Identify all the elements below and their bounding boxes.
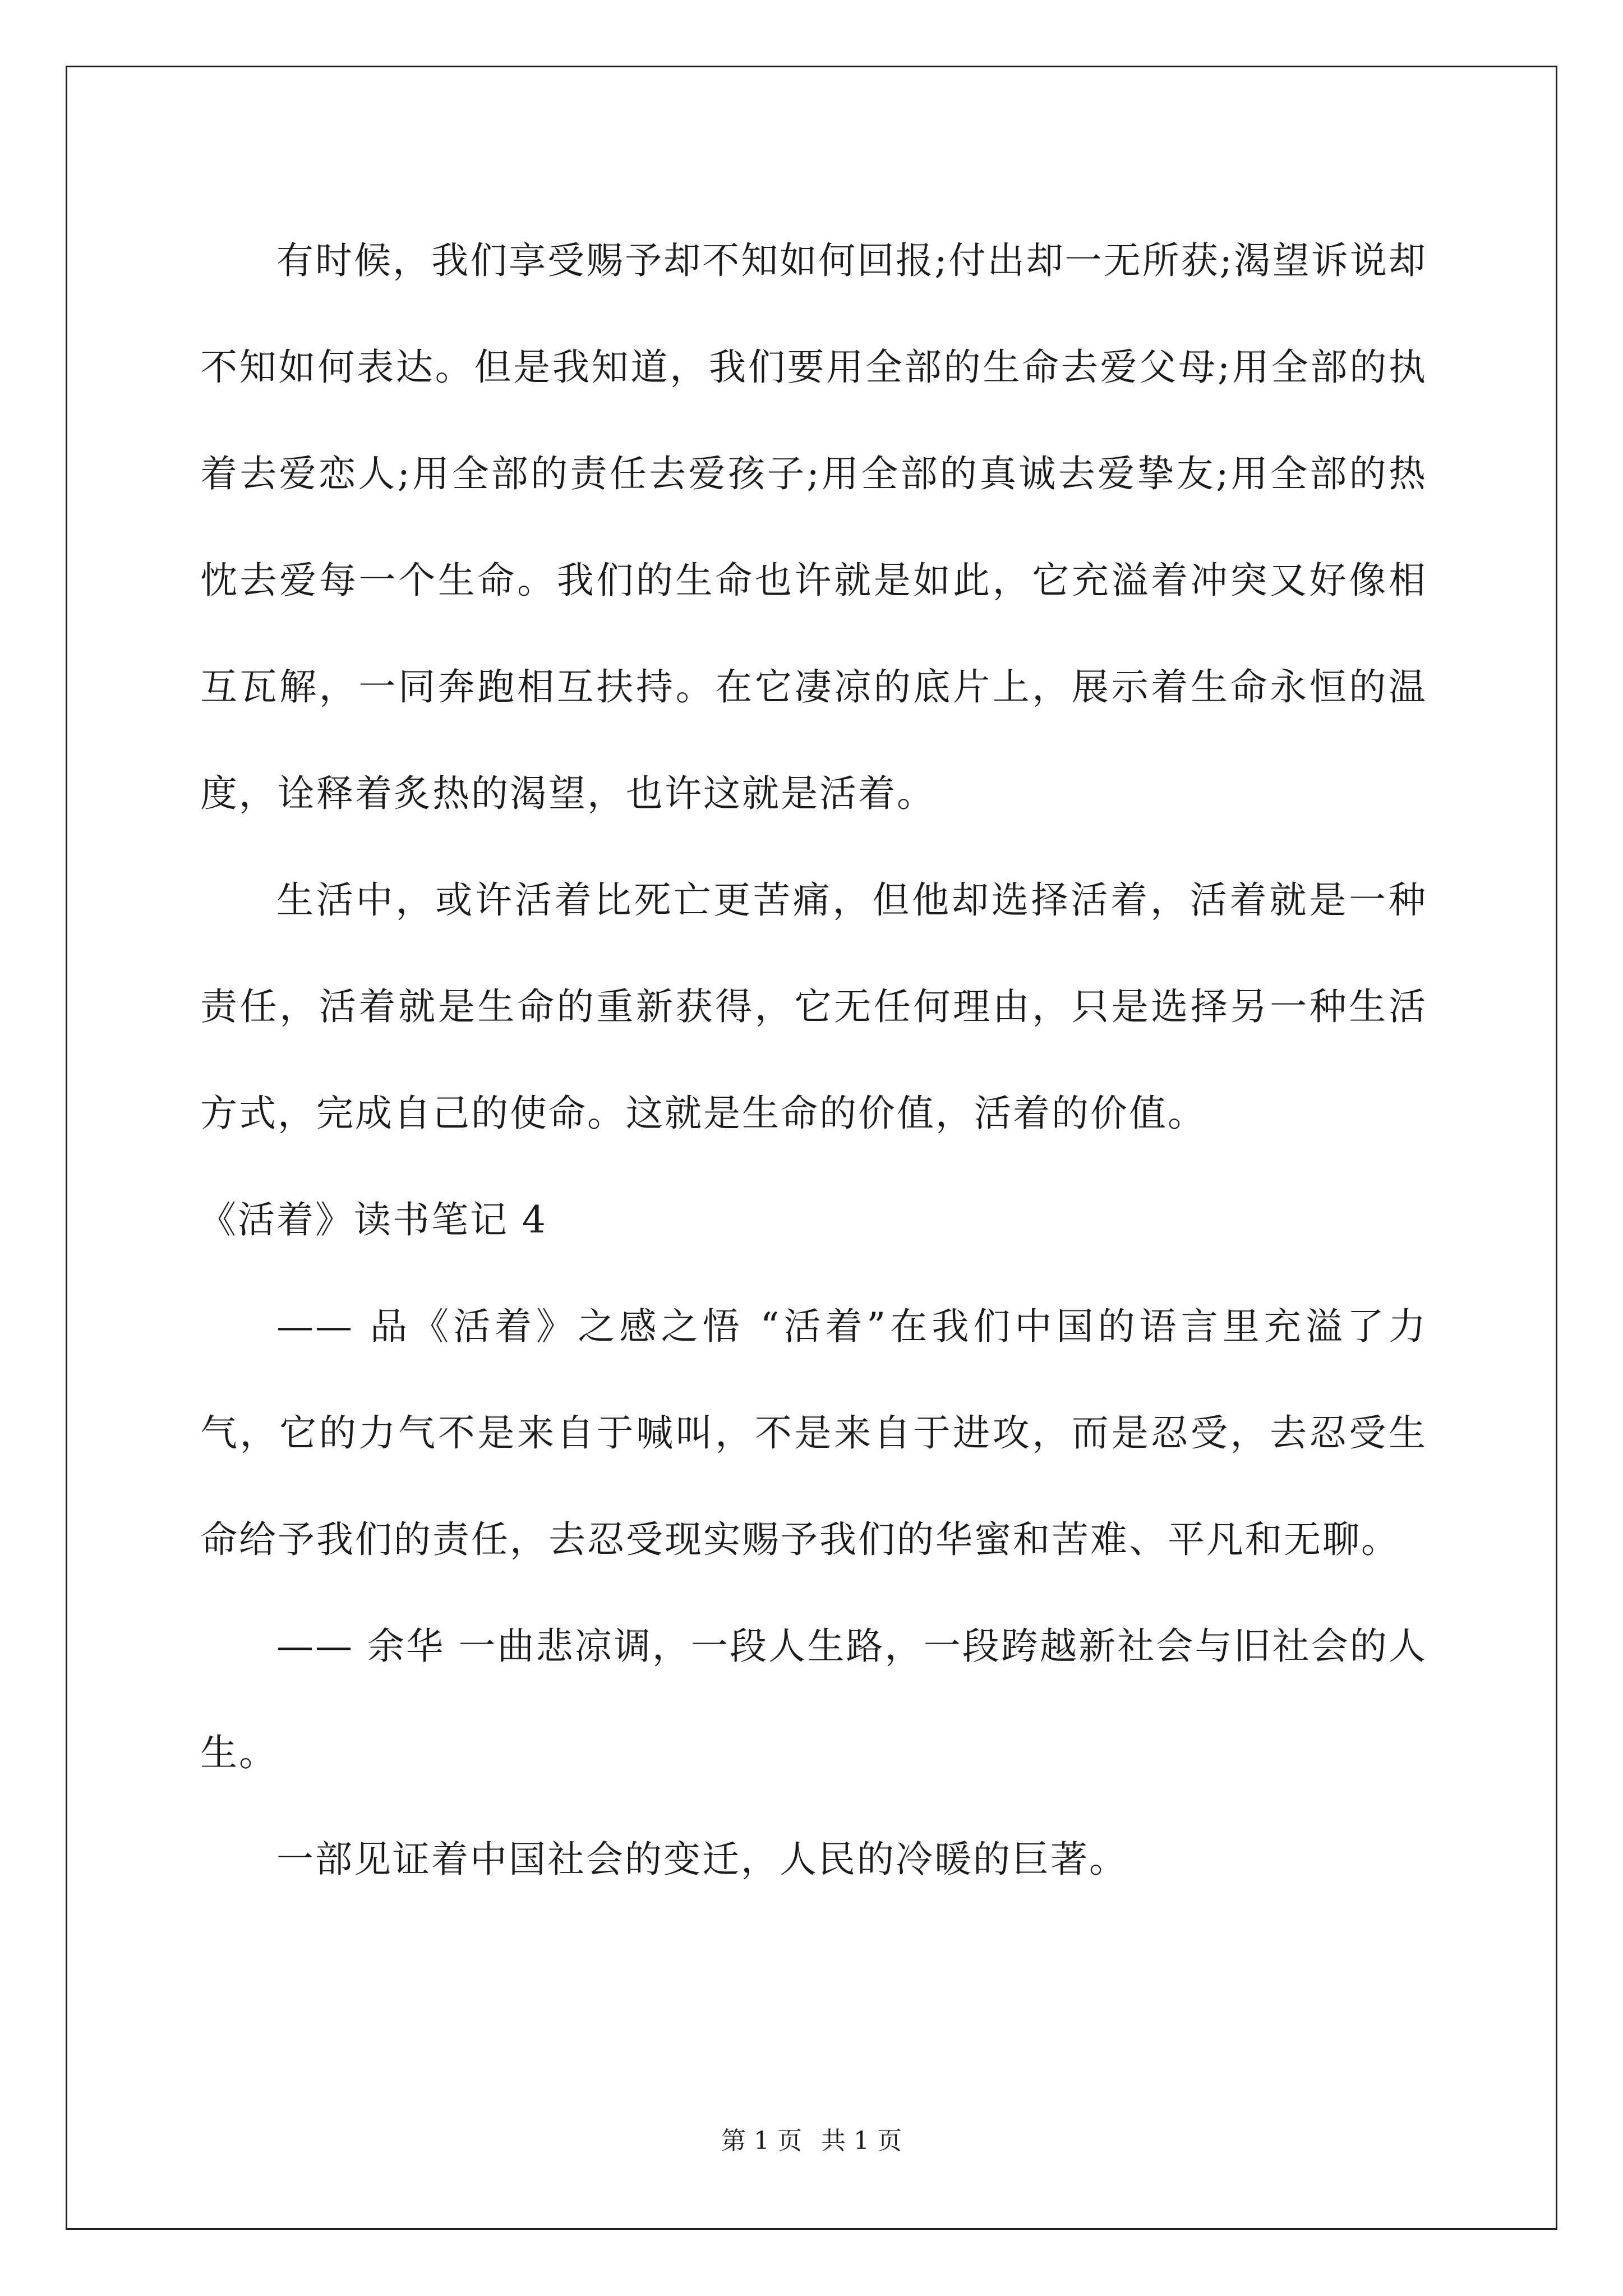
paragraph-4: —— 余华 一曲悲凉调，一段人生路，一段跨越新社会与旧社会的人生。 bbox=[200, 1625, 1427, 1774]
page-number: 第 1 页 bbox=[721, 2127, 802, 2155]
page-total: 共 1 页 bbox=[821, 2127, 902, 2155]
section-title: 《活着》读书笔记 4 bbox=[199, 1198, 547, 1241]
document-body bbox=[200, 208, 1427, 1913]
paragraph-2: 生活中，或许活着比死亡更苦痛，但他却选择活着，活着就是一种责任，活着就是生命的重新获得，它无任何理由，只是选择另一种生活方式，完成自己的使命。这就是生命的价值，活着的价值。 bbox=[200, 878, 1427, 1135]
paragraph-1: 有时候，我们享受赐予却不知如何回报;付出却一无所获;渴望诉说却不知如何表达。但是我知道，我们要用全部的生命去爱父母;用全部的执着去爱恋人;用全部的责任去爱孩子;用全部的真诚去爱挚友;用全部的热忱去爱每一个生命。我们的生命也许就是如此，它充溢着冲突又好像相互瓦解，一同奔跑相互扶持。在它凄凉的底片上，展示着生命永恒的温度，诠释着炙热的渴望，也许这就是活着。 bbox=[200, 239, 1427, 815]
paragraph-3: —— 品《活着》之感之悟 “活着”在我们中国的语言里充溢了力气，它的力气不是来自于喊叫，不是来自于进攻，而是忍受，去忍受生命给予我们的责任，去忍受现实赐予我们的华蜜和苦难、平凡和无聊。 bbox=[200, 1305, 1427, 1561]
page-footer bbox=[0, 2124, 1623, 2158]
paragraph-5: 一部见证着中国社会的变迁，人民的冷暖的巨著。 bbox=[276, 1838, 1128, 1881]
